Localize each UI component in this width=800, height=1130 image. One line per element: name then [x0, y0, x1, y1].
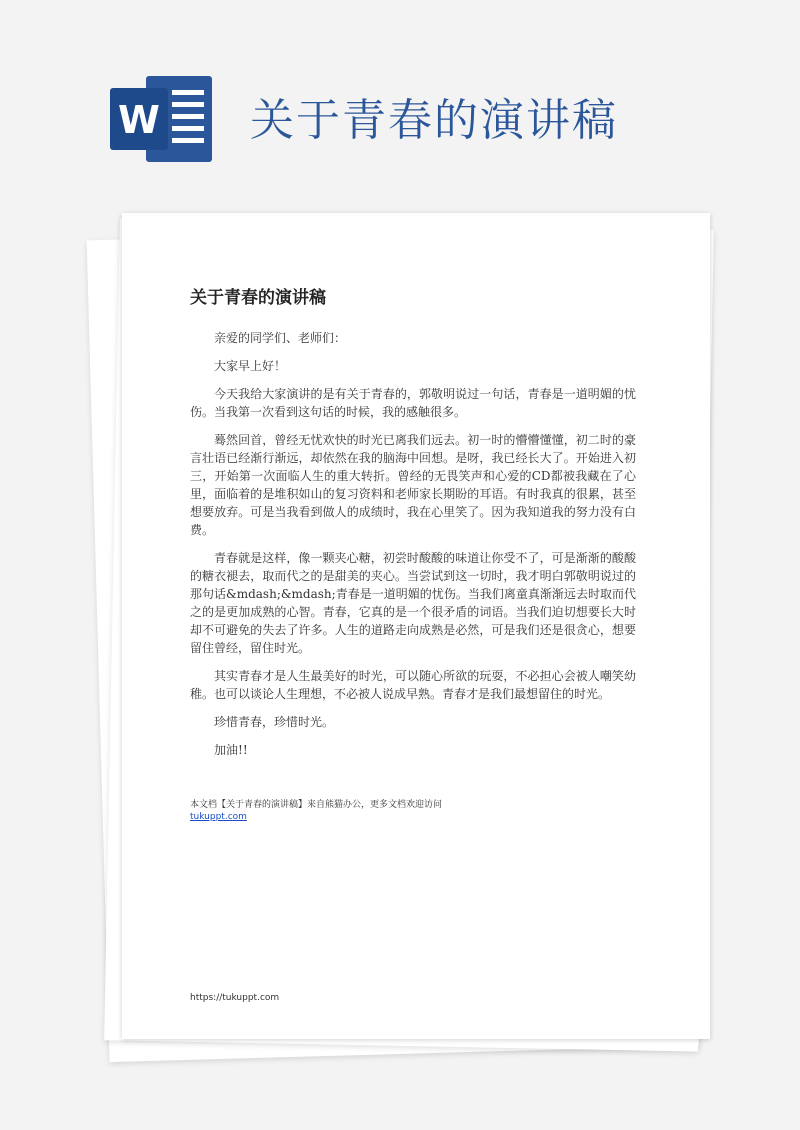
- paragraph: 珍惜青春，珍惜时光。: [214, 715, 335, 729]
- source-note: 本文档【关于青春的演讲稿】来自熊猫办公，更多文档欢迎访问: [190, 800, 443, 810]
- paragraph: 今天我给大家演讲的是有关于青春的，郭敬明说过一句话，青春是一道明媚的忧伤。当我第一次看到这句话的时候，我的感触很多。: [190, 387, 636, 419]
- word-logo-letter: W: [118, 98, 160, 142]
- document-title: 关于青春的演讲稿: [190, 288, 326, 308]
- page-footer-url: https://tukuppt.com: [190, 993, 280, 1003]
- closing: 加油!!: [214, 743, 248, 757]
- banner-title: 关于青春的演讲稿: [250, 95, 618, 146]
- document-page: [122, 213, 710, 1039]
- paragraph: 青春就是这样，像一颗夹心糖，初尝时酸酸的味道让你受不了，可是渐渐的酸酸的糖衣褪去，取而代之的是甜美的夹心。当尝试到这一切时，我才明白郭敬明说过的那句话&mdash;&mdash;青春是一道明媚的忧伤。当我们离童真渐渐远去时取而代之的是更加成熟的心智。青春，它真的是一个很矛盾的词语。当我们迫切想要长大时却不可避免的失去了许多。人生的道路走向成熟是必然，可是我们还是很贪心，想要留住曾经，留住时光。: [190, 551, 636, 655]
- source-link[interactable]: tukuppt.com: [190, 812, 247, 822]
- document-body: [190, 329, 636, 769]
- paragraph: 蓦然回首，曾经无忧欢快的时光已离我们远去。初一时的懵懵懂懂，初二时的豪言壮语已经渐行渐远，却依然在我的脑海中回想。是呀，我已经长大了。开始进入初三，开始第一次面临人生的重大转折。曾经的无畏笑声和心爱的CD都被我藏在了心里，面临着的是堆积如山的复习资料和老师家长期盼的耳语。有时我真的很累，甚至想要放弃。可是当我看到做人的成绩时，我在心里笑了。因为我知道我的努力没有白费。: [190, 433, 636, 537]
- word-logo-icon: [108, 74, 218, 164]
- greeting: 大家早上好！: [214, 359, 287, 373]
- paragraph: 其实青春才是人生最美好的时光，可以随心所欲的玩耍，不必担心会被人嘲笑幼稚。也可以谈论人生理想，不必被人说成早熟。青春才是我们最想留住的时光。: [190, 669, 636, 701]
- salutation: 亲爱的同学们、老师们：: [214, 331, 347, 345]
